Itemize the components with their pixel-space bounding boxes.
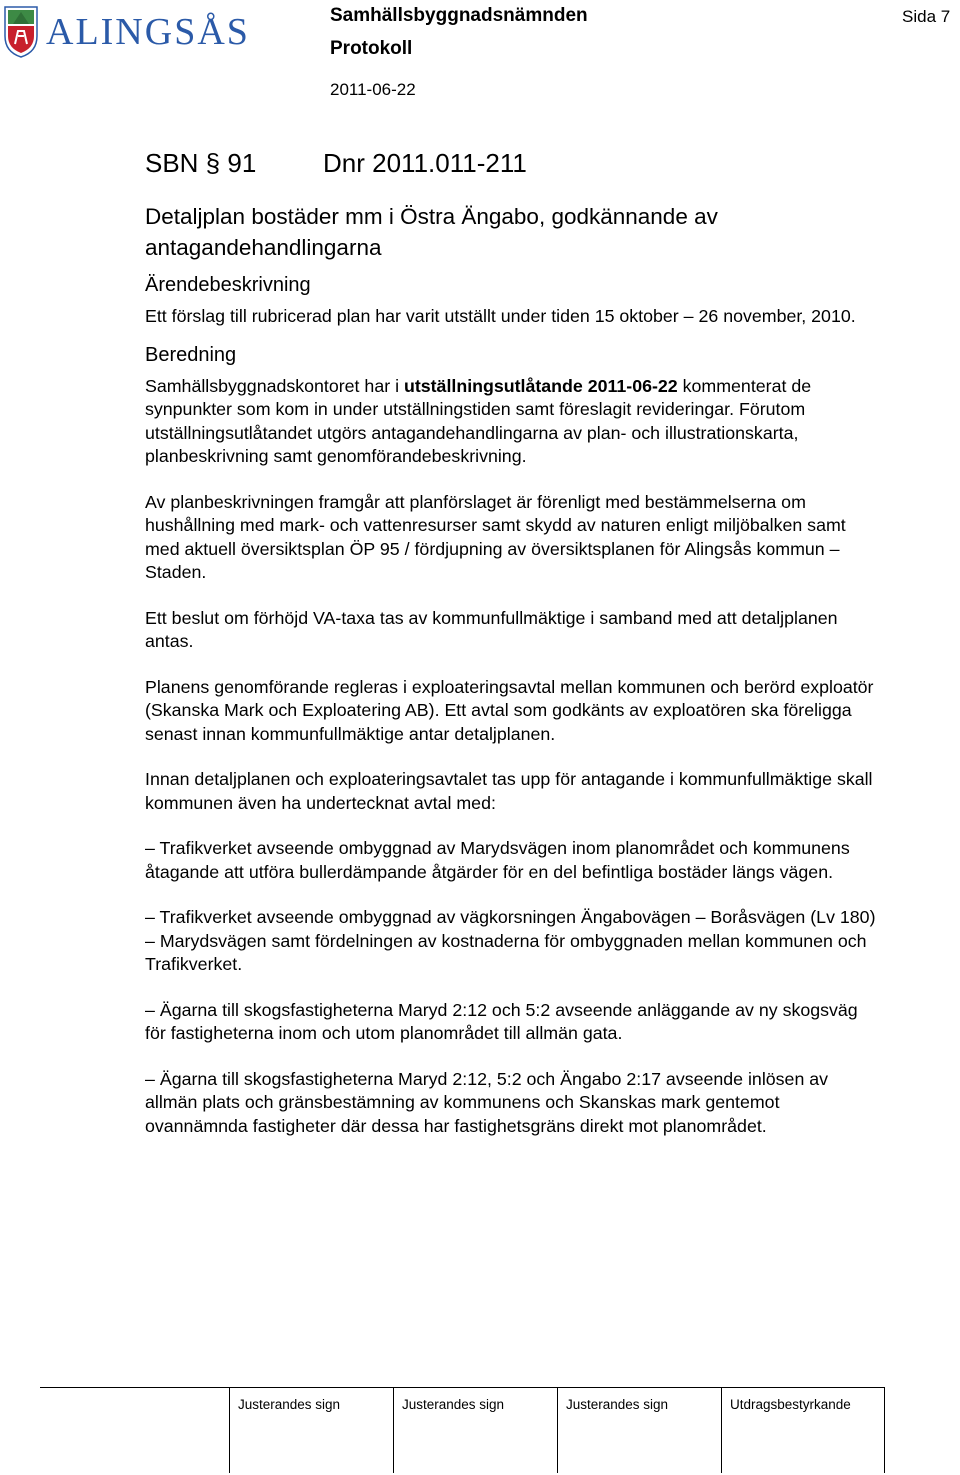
beredning-paragraph-3: Ett beslut om förhöjd VA-taxa tas av kommunfullmäktige i samband med att detaljplanen antas. — [145, 607, 838, 651]
case-reference — [145, 148, 877, 178]
committee-name: Samhällsbyggnadsnämnden — [330, 5, 588, 26]
signature-box-3 — [557, 1387, 721, 1473]
municipality-logo — [4, 6, 250, 58]
page-number: Sida 7 — [902, 7, 951, 26]
agreement-item-1: – Trafikverket avseende ombyggnad av Marydsvägen inom planområdet och kommunens åtagande att utföra bullerdämpande åtgärder för en del befintliga bostäder längs vägen. — [145, 838, 850, 882]
heading-beredning: Beredning — [145, 343, 237, 366]
diary-number: Dnr 2011.011-211 — [323, 148, 527, 178]
agreement-item-4: – Ägarna till skogsfastigheterna Maryd 2:12, 5:2 och Ängabo 2:17 avseende inlösen av allmän plats och gränsbestämning av kommunens och Skanskas mark gentemot ovannämnda fastigheter där dessa har fastighetsgräns direkt mot planområdet. — [145, 1068, 829, 1136]
paragraph-number: SBN § 91 — [145, 148, 257, 178]
beredning-p1-post: kommenterat de synpunkter som kom in under utställningstiden samt föreslagit revideringar. Förutom utställningsutlåtandet utgörs antagandehandlingarna av plan- och illustrationskarta, planbeskrivning samt genomförandebeskrivning. — [145, 375, 812, 466]
agreement-item-2: – Trafikverket avseende ombyggnad av vägkorsningen Ängabovägen – Boråsvägen (Lv 180) – Marydsvägen samt fördelningen av kostnaderna för ombyggnaden mellan kommunen och Trafikverket. — [145, 907, 876, 974]
extract-verification-label: Utdragsbestyrkande — [730, 1397, 851, 1412]
signature-label-3: Justerandes sign — [566, 1397, 669, 1412]
signature-label-2: Justerandes sign — [402, 1397, 505, 1412]
meeting-date: 2011-06-22 — [330, 80, 416, 99]
beredning-paragraph-4: Planens genomförande regleras i exploateringsavtal mellan kommunen och berörd exploatör (Skanska Mark och Exploatering AB). Ett avtal som godkänts av exploatören ska föreligga senast innan kommunfullmäktige antar detaljplanen. — [145, 676, 874, 744]
arendebeskrivning-text: Ett förslag till rubricerad plan har varit utställt under tiden 15 oktober – 26 november, 2010. — [145, 306, 856, 326]
extract-verification-box — [721, 1387, 885, 1473]
signature-label-1: Justerandes sign — [238, 1397, 341, 1412]
crest-icon — [4, 6, 38, 58]
beredning-paragraph-2: Av planbeskrivningen framgår att planförslaget är förenligt med bestämmelserna om hushållning med mark- och vattenresurser samt skydd av naturen enligt miljöbalken samt med aktuell översiktsplan ÖP 95 / fördjupning av översiktsplanen för Alingsås kommun – Staden. — [145, 491, 846, 582]
beredning-paragraph-5: Innan detaljplanen och exploateringsavtalet tas upp för antagande i kommunfullmäktige skall kommunen även ha undertecknat avtal med: — [145, 769, 873, 813]
beredning-p1-pre: Samhällsbyggnadskontoret har i — [145, 375, 404, 396]
signature-box-1 — [229, 1387, 393, 1473]
document-type: Protokoll — [330, 38, 413, 59]
signature-box-2 — [393, 1387, 557, 1473]
case-title: Detaljplan bostäder mm i Östra Ängabo, godkännande av antagandehandlingarna — [145, 204, 718, 260]
logo-wordmark: ALINGSÅS — [46, 11, 250, 53]
document-body — [145, 148, 877, 1138]
beredning-paragraph-1 — [145, 375, 877, 469]
heading-arendebeskrivning: Ärendebeskrivning — [145, 274, 311, 296]
beredning-p1-bold: utställningsutlåtande 2011-06-22 — [403, 375, 678, 396]
agreement-item-3: – Ägarna till skogsfastigheterna Maryd 2:12 och 5:2 avseende anläggande av ny skogsväg för fastigheterna inom och utom planområdet till allmän gata. — [145, 999, 858, 1043]
